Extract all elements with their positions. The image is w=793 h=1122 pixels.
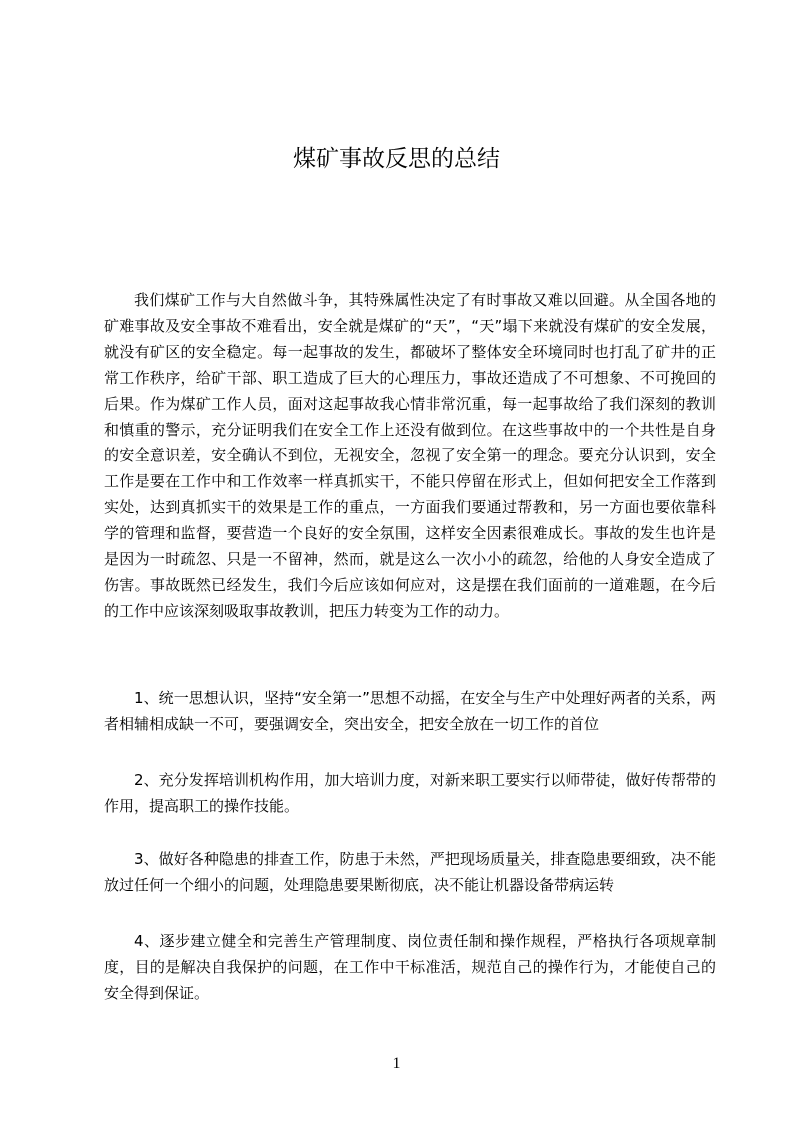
measure-paragraph-2: 2、充分发挥培训机构作用，加大培训力度，对新来职工要实行以师带徒，做好传帮带的作用，提高职工的操作技能。 (104, 771, 716, 815)
intro-paragraph: 我们煤矿工作与大自然做斗争，其特殊属性决定了有时事故又难以回避。从全国各地的矿难事故及安全事故不难看出，安全就是煤矿的“天”，“天”塌下来就没有煤矿的安全发展，就没有矿区的安全稳定。每一起事故的发生，都破坏了整体安全环境同时也打乱了矿井的正常工作秩序，给矿干部、职工造成了巨大的心理压力，事故还造成了不可想象、不可挽回的后果。作为煤矿工作人员，面对这起事故我心情非常沉重，每一起事故给了我们深刻的教训和慎重的警示，充分证明我们在安全工作上还没有做到位。在这些事故中的一个共性是自身的安全意识差，安全确认不到位，无视安全，忽视了安全第一的理念。要充分认识到，安全工作是要在工作中和工作效率一样真抓实干，不能只停留在形式上，但如何把安全工作落到实处，达到真抓实干的效果是工作的重点，一方面我们要通过帮教和，另一方面也要依靠科学的管理和监督，要营造一个良好的安全氛围，这样安全因素很难成长。事故的发生也许是是因为一时疏忽、只是一不留神，然而，就是这么一次小小的疏忽，给他的人身安全造成了伤害。事故既然已经发生，我们今后应该如何应对，这是摆在我们面前的一道难题，在今后的工作中应该深刻吸取事故教训，把压力转变为工作的动力。 (104, 291, 716, 620)
page-number: 1 (392, 1055, 401, 1072)
measure-paragraph-4: 4、逐步建立健全和完善生产管理制度、岗位责任制和操作规程，严格执行各项规章制度，目的是解决自我保护的问题，在工作中干标准活，规范自己的操作行为，才能使自己的安全得到保证。 (104, 932, 716, 1002)
page-title: 煤矿事故反思的总结 (293, 146, 500, 172)
measure-paragraph-3: 3、做好各种隐患的排查工作，防患于未然，严把现场质量关，排查隐患要细致，决不能放过任何一个细小的问题，处理隐患要果断彻底，决不能让机器设备带病运转 (104, 850, 716, 894)
measure-paragraph-1: 1、统一思想认识，坚持“安全第一”思想不动摇，在安全与生产中处理好两者的关系，两者相辅相成缺一不可，要强调安全，突出安全，把安全放在一切工作的首位 (104, 689, 716, 733)
